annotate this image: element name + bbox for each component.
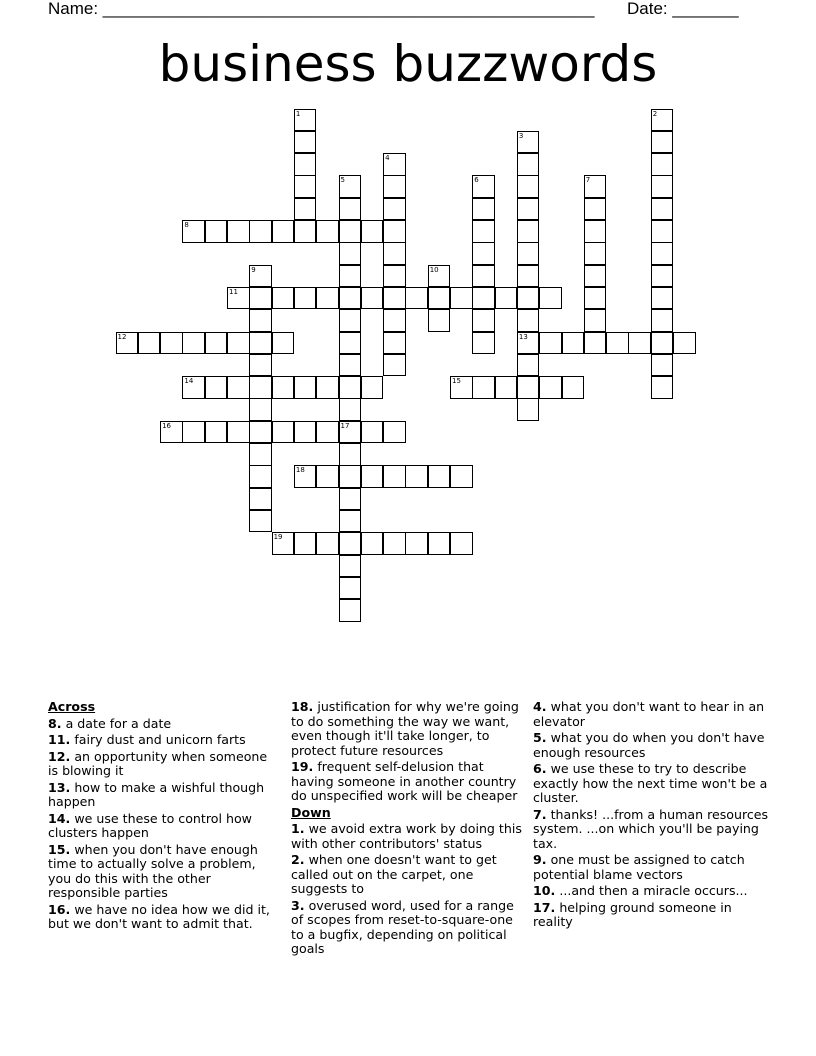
grid-cell[interactable] <box>383 153 406 176</box>
grid-cell[interactable] <box>517 131 540 154</box>
clue-across-16: 16. we have no idea how we did it, but we don't want to admit that. <box>48 901 270 931</box>
grid-cell[interactable] <box>339 465 362 488</box>
grid-cell[interactable] <box>517 287 540 310</box>
grid-cell[interactable] <box>361 465 384 488</box>
grid-cell[interactable] <box>339 510 362 533</box>
grid-cell[interactable] <box>339 220 362 243</box>
grid-cell[interactable] <box>272 287 295 310</box>
grid-cell[interactable] <box>160 421 183 444</box>
down-heading: Down <box>291 804 331 820</box>
grid-cell[interactable] <box>294 109 317 132</box>
grid-cell[interactable] <box>383 287 406 310</box>
grid-cell[interactable] <box>249 332 272 355</box>
grid-cell[interactable] <box>339 488 362 511</box>
grid-cell[interactable] <box>472 376 495 399</box>
grid-cell[interactable] <box>673 332 696 355</box>
grid-cell[interactable] <box>651 109 674 132</box>
clue-down-10: 10. ...and then a miracle occurs... <box>533 883 748 898</box>
grid-cell[interactable] <box>249 510 272 533</box>
grid-cell[interactable] <box>517 220 540 243</box>
grid-cell[interactable] <box>472 265 495 288</box>
grid-cell[interactable] <box>383 332 406 355</box>
grid-cell[interactable] <box>539 287 562 310</box>
clues-column-1 <box>48 700 278 934</box>
grid-cell[interactable] <box>517 332 540 355</box>
grid-cell[interactable] <box>249 421 272 444</box>
grid-cell[interactable] <box>339 175 362 198</box>
grid-cell[interactable] <box>182 220 205 243</box>
clue-number-3: 3 <box>518 131 524 140</box>
grid-cell[interactable] <box>205 376 228 399</box>
grid-cell[interactable] <box>205 220 228 243</box>
grid-cell[interactable] <box>651 131 674 154</box>
grid-cell[interactable] <box>383 175 406 198</box>
grid-cell[interactable] <box>272 332 295 355</box>
name-label: Name: ____________________________________________________ <box>48 0 595 18</box>
grid-cell[interactable] <box>339 198 362 221</box>
clue-number-18: 18 <box>295 466 305 475</box>
grid-cell[interactable] <box>361 376 384 399</box>
grid-cell[interactable] <box>339 376 362 399</box>
grid-cell[interactable] <box>339 309 362 332</box>
grid-cell[interactable] <box>450 465 473 488</box>
grid-cell[interactable] <box>339 354 362 377</box>
clue-across-19: 19. frequent self-delusion that having someone in another country do unspecified work will be cheaper <box>291 759 518 803</box>
grid-cell[interactable] <box>249 265 272 288</box>
grid-cell[interactable] <box>249 309 272 332</box>
grid-cell[interactable] <box>472 287 495 310</box>
grid-cell[interactable] <box>517 175 540 198</box>
grid-cell[interactable] <box>182 421 205 444</box>
grid-cell[interactable] <box>517 376 540 399</box>
grid-cell[interactable] <box>606 332 629 355</box>
clue-number-9: 9 <box>251 265 256 274</box>
grid-cell[interactable] <box>316 376 339 399</box>
grid-cell[interactable] <box>539 376 562 399</box>
grid-cell[interactable] <box>339 532 362 555</box>
grid-cell[interactable] <box>294 198 317 221</box>
grid-cell[interactable] <box>651 242 674 265</box>
grid-cell[interactable] <box>249 376 272 399</box>
clue-number-13: 13 <box>518 332 528 341</box>
grid-cell[interactable] <box>361 287 384 310</box>
grid-cell[interactable] <box>249 220 272 243</box>
grid-cell[interactable] <box>651 175 674 198</box>
grid-cell[interactable] <box>651 354 674 377</box>
grid-cell[interactable] <box>495 376 518 399</box>
clue-number-10: 10 <box>429 265 439 274</box>
grid-cell[interactable] <box>383 465 406 488</box>
clue-across-12: 12. an opportunity when someone is blowing it <box>48 748 268 778</box>
clue-number-5: 5 <box>340 176 345 185</box>
grid-cell[interactable] <box>294 287 317 310</box>
clue-number-2: 2 <box>652 109 658 118</box>
grid-cell[interactable] <box>517 398 540 421</box>
grid-cell[interactable] <box>339 398 362 421</box>
grid-cell[interactable] <box>383 265 406 288</box>
grid-cell[interactable] <box>584 198 607 221</box>
grid-cell[interactable] <box>562 332 585 355</box>
grid-cell[interactable] <box>294 376 317 399</box>
grid-cell[interactable] <box>339 287 362 310</box>
grid-cell[interactable] <box>383 354 406 377</box>
grid-cell[interactable] <box>517 309 540 332</box>
grid-cell[interactable] <box>249 354 272 377</box>
clue-across-11: 11. fairy dust and unicorn farts <box>48 732 246 747</box>
clue-down-9: 9. one must be assigned to catch potential blame vectors <box>533 852 745 882</box>
page-title: business buzzwords <box>158 35 658 93</box>
grid-cell[interactable] <box>428 465 451 488</box>
grid-cell[interactable] <box>294 153 317 176</box>
grid-cell[interactable] <box>651 265 674 288</box>
grid-cell[interactable] <box>472 309 495 332</box>
grid-cell[interactable] <box>517 153 540 176</box>
grid-cell[interactable] <box>227 287 250 310</box>
grid-cell[interactable] <box>472 175 495 198</box>
grid-cell[interactable] <box>294 421 317 444</box>
grid-cell[interactable] <box>227 376 250 399</box>
grid-cell[interactable] <box>584 287 607 310</box>
grid-cell[interactable] <box>383 242 406 265</box>
grid-cell[interactable] <box>227 332 250 355</box>
grid-cell[interactable] <box>182 332 205 355</box>
grid-cell[interactable] <box>182 376 205 399</box>
grid-cell[interactable] <box>339 599 362 622</box>
grid-cell[interactable] <box>205 332 228 355</box>
grid-cell[interactable] <box>450 532 473 555</box>
grid-cell[interactable] <box>428 532 451 555</box>
clue-number-16: 16 <box>162 421 172 430</box>
grid-cell[interactable] <box>428 265 451 288</box>
across-heading: Across <box>48 699 96 714</box>
grid-cell[interactable] <box>316 287 339 310</box>
grid-cell[interactable] <box>361 220 384 243</box>
grid-cell[interactable] <box>361 421 384 444</box>
date-label: Date: _______ <box>627 0 739 18</box>
grid-cell[interactable] <box>249 443 272 466</box>
clue-number-15: 15 <box>452 377 461 386</box>
grid-cell[interactable] <box>249 465 272 488</box>
clue-down-3: 3. overused word, used for a range of scopes from reset-to-square-one to a bugfix, depending on political goals <box>291 897 514 956</box>
grid-cell[interactable] <box>405 465 428 488</box>
grid-cell[interactable] <box>272 376 295 399</box>
grid-cell[interactable] <box>584 242 607 265</box>
grid-cell[interactable] <box>517 265 540 288</box>
grid-cell[interactable] <box>472 332 495 355</box>
grid-cell[interactable] <box>272 421 295 444</box>
grid-cell[interactable] <box>339 555 362 578</box>
grid-cell[interactable] <box>428 309 451 332</box>
grid-cell[interactable] <box>562 376 585 399</box>
clue-down-5: 5. what you do when you don't have enough resources <box>533 730 765 760</box>
grid-cell[interactable] <box>517 198 540 221</box>
grid-cell[interactable] <box>316 532 339 555</box>
clue-number-1: 1 <box>295 109 301 118</box>
clue-number-4: 4 <box>385 154 390 163</box>
grid-cell[interactable] <box>116 332 139 355</box>
grid-cell[interactable] <box>227 421 250 444</box>
clue-down-7: 7. thanks! ...from a human resources system. ...on which you'll be paying tax. <box>533 806 769 851</box>
grid-cell[interactable] <box>584 332 607 355</box>
grid-cell[interactable] <box>249 398 272 421</box>
grid-cell[interactable] <box>495 287 518 310</box>
grid-cell[interactable] <box>361 532 384 555</box>
grid-cell[interactable] <box>294 220 317 243</box>
clue-across-8: 8. a date for a date <box>48 715 172 731</box>
grid-cell[interactable] <box>160 332 183 355</box>
grid-cell[interactable] <box>383 309 406 332</box>
clue-down-2: 2. when one doesn't want to get called out on the carpet, one suggests to <box>291 852 497 896</box>
grid-cell[interactable] <box>249 488 272 511</box>
clue-down-17: 17. helping ground someone in reality <box>533 899 732 929</box>
grid-cell[interactable] <box>450 376 473 399</box>
grid-cell[interactable] <box>628 332 651 355</box>
clue-number-8: 8 <box>184 221 189 229</box>
grid-cell[interactable] <box>249 287 272 310</box>
clue-across-15: 15. when you don't have enough time to actually solve a problem, you do this with the other responsible parties <box>48 841 258 900</box>
grid-cell[interactable] <box>383 421 406 444</box>
grid-cell[interactable] <box>450 287 473 310</box>
clue-down-6: 6. we use these to try to describe exactly how the next time won't be a cluster. <box>533 761 768 805</box>
grid-cell[interactable] <box>339 265 362 288</box>
grid-cell[interactable] <box>205 421 228 444</box>
grid-cell[interactable] <box>272 220 295 243</box>
clue-number-17: 17 <box>340 421 350 430</box>
grid-cell[interactable] <box>316 465 339 488</box>
grid-cell[interactable] <box>339 332 362 355</box>
grid-cell[interactable] <box>294 465 317 488</box>
grid-cell[interactable] <box>584 309 607 332</box>
grid-cell[interactable] <box>383 532 406 555</box>
grid-cell[interactable] <box>339 443 362 466</box>
grid-cell[interactable] <box>651 332 674 355</box>
grid-cell[interactable] <box>517 242 540 265</box>
grid-cell[interactable] <box>383 198 406 221</box>
grid-cell[interactable] <box>405 287 428 310</box>
grid-cell[interactable] <box>472 198 495 221</box>
grid-cell[interactable] <box>339 421 362 444</box>
clue-down-4: 4. what you don't want to hear in an elevator <box>533 699 765 729</box>
grid-cell[interactable] <box>584 220 607 243</box>
grid-cell[interactable] <box>651 198 674 221</box>
grid-cell[interactable] <box>584 175 607 198</box>
grid-cell[interactable] <box>651 153 674 176</box>
grid-cell[interactable] <box>294 131 317 154</box>
grid-cell[interactable] <box>294 532 317 555</box>
clue-across-18: 18. justification for why we're going to do something the way we want, even though it'll take longer, to protect future resources <box>291 699 519 758</box>
grid-cell[interactable] <box>428 287 451 310</box>
grid-cell[interactable] <box>472 220 495 243</box>
clues-column-3 <box>533 700 769 932</box>
grid-cell[interactable] <box>651 309 674 332</box>
clue-across-14: 14. we use these to control how clusters happen <box>48 810 252 840</box>
grid-cell[interactable] <box>539 332 562 355</box>
clue-number-6: 6 <box>474 176 479 185</box>
grid-cell[interactable] <box>272 532 295 555</box>
clue-across-13: 13. how to make a wishful though happen <box>48 779 265 809</box>
grid-cell[interactable] <box>316 220 339 243</box>
grid-cell[interactable] <box>651 220 674 243</box>
grid-cell[interactable] <box>316 421 339 444</box>
grid-cell[interactable] <box>517 354 540 377</box>
clue-number-14: 14 <box>184 377 194 386</box>
clues-column-2 <box>291 700 527 959</box>
grid-cell[interactable] <box>383 220 406 243</box>
clue-number-11: 11 <box>229 287 238 296</box>
grid-cell[interactable] <box>339 242 362 265</box>
grid-cell[interactable] <box>138 332 161 355</box>
grid-cell[interactable] <box>294 175 317 198</box>
clue-number-7: 7 <box>585 176 591 185</box>
clue-number-12: 12 <box>117 332 127 341</box>
grid-cell[interactable] <box>472 242 495 265</box>
grid-cell[interactable] <box>651 376 674 399</box>
clue-number-19: 19 <box>273 533 283 542</box>
grid-cell[interactable] <box>584 265 607 288</box>
grid-cell[interactable] <box>339 577 362 600</box>
clue-down-1: 1. we avoid extra work by doing this with other contributors' status <box>291 821 522 851</box>
grid-cell[interactable] <box>227 220 250 243</box>
grid-cell[interactable] <box>651 287 674 310</box>
grid-cell[interactable] <box>405 532 428 555</box>
